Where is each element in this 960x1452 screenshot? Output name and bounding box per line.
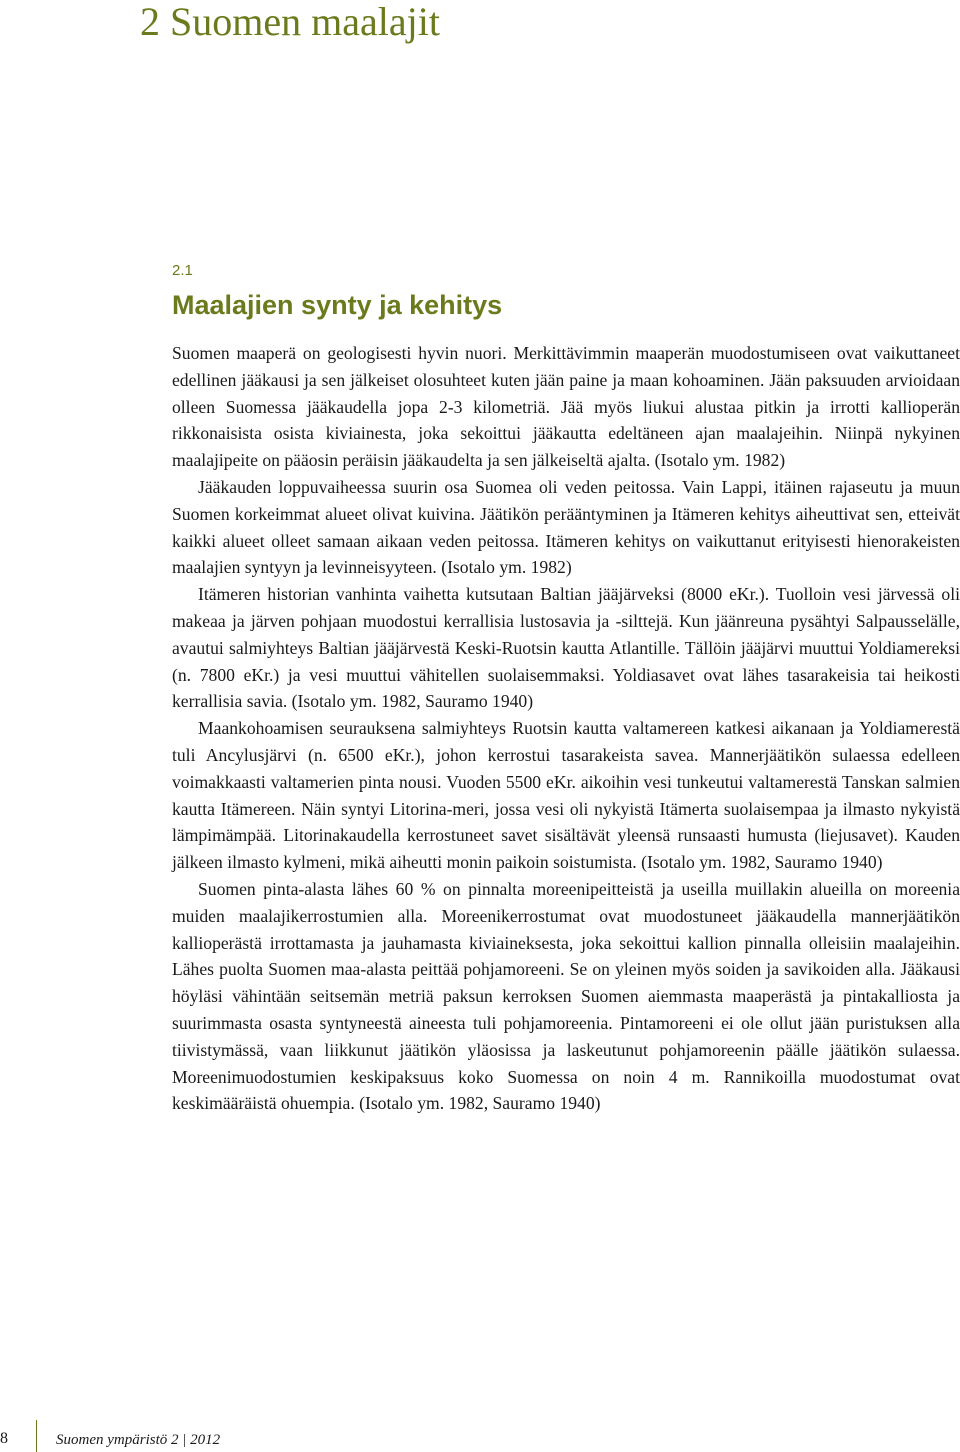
section-number: 2.1: [172, 262, 193, 279]
body-text: [172, 340, 960, 1117]
footer-divider: [36, 1420, 37, 1452]
publication-name: Suomen ympäristö 2 | 2012: [56, 1432, 221, 1448]
paragraph: Jääkauden loppuvaiheessa suurin osa Suomea oli veden peitossa. Vain Lappi, itäinen rajaseutu ja muun Suomen korkeimmat alueet olivat kuivina. Jäätikön perääntyminen ja Itämeren kehitys aiheuttivat sen, etteivät kaikki alueet olleet samaan aikaan veden peitossa. Itämeren kehitys on vaikuttanut erityisesti hienorakeisten maalajien syntyyn ja levinneisyyteen. (Isotalo ym. 1982): [172, 476, 960, 578]
paragraph: Maankohoamisen seurauksena salmiyhteys Ruotsin kautta valtamereen katkesi aikanaan ja Yoldiamerestä tuli Ancylusjärvi (n. 6500 eKr.), johon kerrostui tasarakeista savea. Mannerjäätikön sulaessa edelleen voimakkaasti valtamerien pinta nousi. Vuoden 5500 eKr. aikoihin vesi tunkeutui valtamerestä Tanskan salmien kautta Itämereen. Näin syntyi Litorina-meri, jossa vesi oli nykyistä Itämerta suolaisempaa ja ilmasto nykyistä lämpimämpää. Litorinakaudella kerrostuneet savet sisältävät yleensä runsaasti humusta (liejusavet). Kauden jälkeen ilmasto kylmeni, mikä aiheutti monin paikoin soistumista. (Isotalo ym. 1982, Sauramo 1940): [172, 718, 960, 873]
paragraph: Suomen maaperä on geologisesti hyvin nuori. Merkittävimmin maaperän muodostumiseen ovat vaikuttaneet edellinen jääkausi ja sen jälkeiset olosuhteet kuten jään paine ja maan kohoaminen. Jään paksuuden arvioidaan olleen Suomessa jääkaudella jopa 2-3 kilometriä. Jää myös liukui alustaa pitkin ja irrotti kallioperän rikkonaisista osista kiviainesta, joka sekoittui jääkautta edeltäneen ajan maalajeihin. Niinpä nykyinen maalajipeite on pääosin peräisin jääkaudelta ja sen jälkeiseltä ajalta. (Isotalo ym. 1982): [172, 343, 960, 471]
paragraph: Itämeren historian vanhinta vaihetta kutsutaan Baltian jääjärveksi (8000 eKr.). Tuolloin vesi järvessä oli makeaa ja järven pohjaan muodostui kerrallisia lustosavia ja -silttejä. Kun jäänreuna pysähtyi Salpausselälle, avautui salmiyhteys Baltian jääjärvestä Keski-Ruotsin kautta Atlantille. Tällöin jääjärvi muuttui Yoldiamereksi (n. 7800 eKr.) ja vesi muuttui vähitellen suolaisemmaksi. Yoldiasavet ovat lähes tasarakeisia tai heikosti kerrallisia savia. (Isotalo ym. 1982, Sauramo 1940): [172, 584, 960, 712]
page-footer: [0, 1420, 960, 1452]
paragraph: Suomen pinta-alasta lähes 60 % on pinnalta moreenipeitteistä ja useilla muillakin alueilla on moreenia muiden maalajikerrostumien alla. Moreenikerrostumat ovat muodostuneet jääkaudella mannerjäätikön kallioperästä irrottamasta ja jauhamasta kiviaineksesta, joka sekoittui kallion pinnalla olleisiin maalajeihin. Lähes puolta Suomen maa-alasta peittää pohjamoreeni. Se on yleinen myös soiden ja savikoiden alla. Jääkausi höyläsi vähintään seitsemän metriä paksun kerroksen Suomen aiemmasta maaperästä ja pintakalliosta ja suurimmasta osasta syntyneestä aineesta tuli pohjamoreenia. Pintamoreeni ei ole ollut jään puristuksen alla tiivistymässä, vaan liikkunut jäätikön yläosissa ja laskeutunut pohjamoreenin päälle jäätikön sulaessa. Moreenimuodostumien keskipaksuus koko Suomessa on noin 4 m. Rannikoilla muodostumat ovat keskimääräistä ohuempia. (Isotalo ym. 1982, Sauramo 1940): [172, 878, 960, 1114]
page-number: 8: [0, 1430, 8, 1447]
section-title: Maalajien synty ja kehitys: [172, 290, 503, 320]
chapter-title: 2 Suomen maalajit: [140, 0, 440, 44]
